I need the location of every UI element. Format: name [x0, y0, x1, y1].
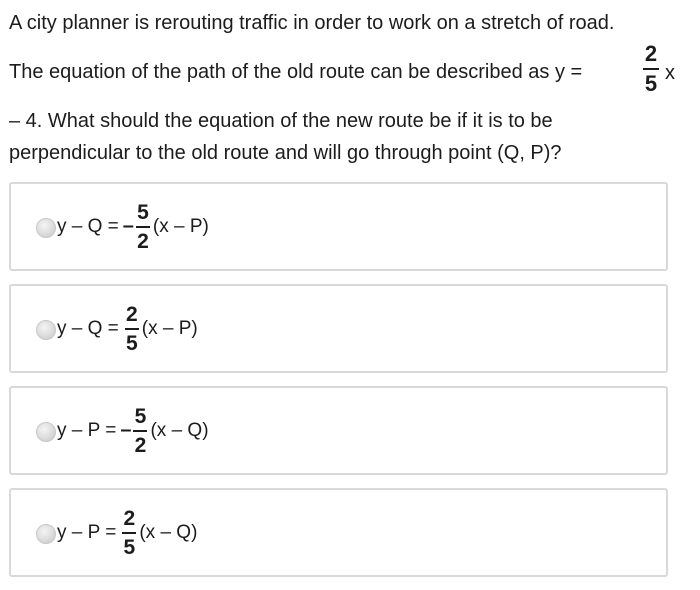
option-expression — [57, 286, 198, 371]
option-fraction — [124, 304, 140, 354]
fraction-bar — [125, 328, 139, 330]
option-numerator: 2 — [123, 506, 136, 530]
option-fraction — [121, 508, 137, 558]
fraction-bar — [136, 226, 150, 228]
option-rhs: (x – P) — [141, 317, 198, 339]
option-lhs: y – Q = — [57, 317, 119, 339]
option-denominator: 2 — [134, 433, 147, 457]
radio-button[interactable] — [36, 218, 56, 238]
option-expression — [57, 388, 209, 473]
option-numerator: 5 — [137, 200, 149, 224]
question-fraction-numerator: 2 — [644, 41, 658, 66]
fraction-bar — [643, 68, 659, 70]
option-sign: – — [122, 215, 134, 237]
radio-button[interactable] — [36, 320, 56, 340]
answer-option-1[interactable] — [9, 182, 668, 271]
answer-option-2[interactable] — [9, 284, 668, 373]
question-line-2: The equation of the path of the old route can be described as y = — [9, 61, 583, 83]
option-denominator: 2 — [137, 229, 149, 253]
option-lhs: y – P = — [57, 419, 117, 441]
answer-option-4[interactable] — [9, 488, 668, 577]
question-fraction — [641, 43, 661, 95]
question-line-4: perpendicular to the old route and will go through point (Q, P)? — [9, 142, 562, 164]
option-rhs: (x – Q) — [150, 419, 209, 441]
answer-option-3[interactable] — [9, 386, 668, 475]
option-numerator: 5 — [134, 404, 147, 428]
fraction-bar — [133, 430, 147, 432]
option-fraction — [132, 406, 148, 456]
fraction-bar — [122, 532, 136, 534]
radio-button[interactable] — [36, 422, 56, 442]
question-variable: x — [665, 62, 675, 84]
option-expression — [57, 184, 209, 269]
option-numerator: 2 — [125, 302, 138, 326]
option-denominator: 5 — [123, 535, 136, 559]
option-expression — [57, 490, 197, 575]
question-fraction-denominator: 5 — [644, 71, 658, 96]
option-denominator: 5 — [125, 331, 138, 355]
option-rhs: (x – P) — [152, 215, 209, 237]
option-fraction — [135, 202, 151, 252]
radio-button[interactable] — [36, 524, 56, 544]
option-lhs: y – Q = — [57, 215, 119, 237]
option-rhs: (x – Q) — [139, 521, 198, 543]
option-sign: – — [120, 419, 132, 441]
option-lhs: y – P = — [57, 521, 117, 543]
question-line-1: A city planner is rerouting traffic in order to work on a stretch of road. — [9, 12, 615, 34]
question-line-3: – 4. What should the equation of the new route be if it is to be — [9, 110, 553, 132]
